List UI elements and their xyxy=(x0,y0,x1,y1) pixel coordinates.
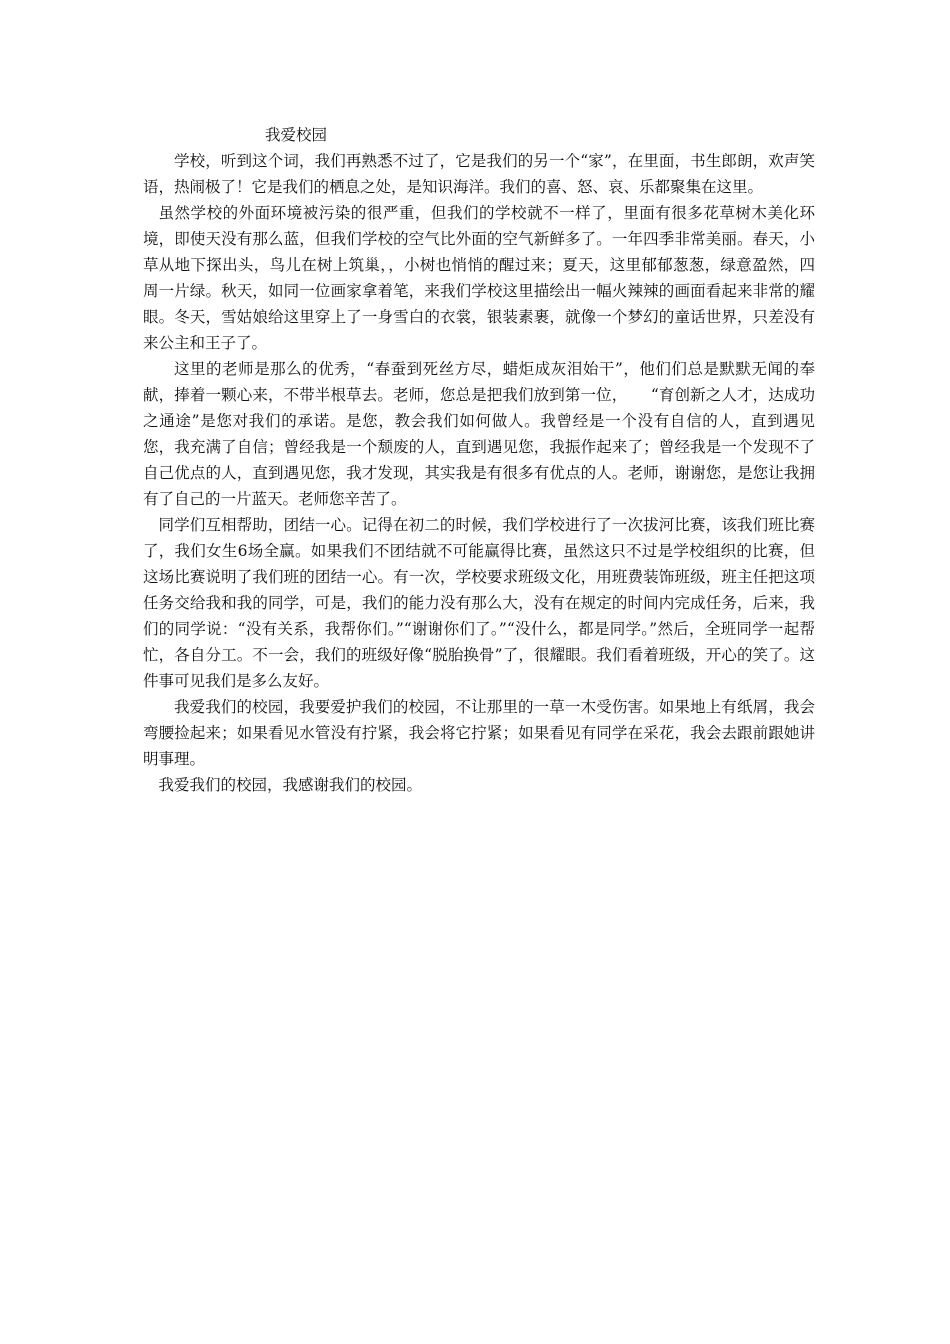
paragraph-teachers: 这里的老师是那么的优秀，“春蚕到死丝方尽，蜡炬成灰泪始干”，他们们总是默默无闻的奉献，捧着一颗心来，不带半根草去。老师，您总是把我们放到第一位， “育创新之人才，达成功之通途”是您对我们的承诺。是您，教会我们如何做人。我曾经是一个没有自信的人，直到遇见您，我充满了自信；曾经我是一个颓废的人，直到遇见您，我振作起来了；曾经我是一个发现不了自己优点的人，直到遇见您，我才发现，其实我是有很多有优点的人。老师，谢谢您，是您让我拥有了自己的一片蓝天。老师您辛苦了。 xyxy=(143,360,815,508)
paragraph-environment: 虽然学校的外面环境被污染的很严重，但我们的学校就不一样了，里面有很多花草树木美化环境，即使天没有那么蓝，但我们学校的空气比外面的空气新鲜多了。一年四季非常美丽。春天，小草从地下探出头，鸟儿在树上筑巢，，小树也悄悄的醒过来；夏天，这里郁郁葱葱，绿意盈然，四周一片绿。秋天，如同一位画家拿着笔，来我们学校这里描绘出一幅火辣辣的画面看起来非常的耀眼。冬天，雪姑娘给这里穿上了一身雪白的衣裳，银装素裹，就像一个梦幻的童话世界，只差没有来公主和王子了。 xyxy=(143,204,815,352)
document-title: 我爱校园 xyxy=(265,126,328,144)
document-body xyxy=(143,122,815,798)
paragraph-classmates: 同学们互相帮助，团结一心。记得在初二的时候，我们学校进行了一次拔河比赛，该我们班比赛了，我们女生6场全赢。如果我们不团结就不可能赢得比赛，虽然这只不过是学校组织的比赛，但这场比赛说明了我们班的团结一心。有一次，学校要求班级文化，用班费装饰班级，班主任把这项任务交给我和我的同学，可是，我们的能力没有那么大，没有在规定的时间内完成任务，后来，我们的同学说：“没有关系，我帮你们。”“谢谢你们了。”“没什么，都是同学。”然后，全班同学一起帮忙，各自分工。不一会，我们的班级好像“脱胎换骨”了，很耀眼。我们看着班级，开心的笑了。这件事可见我们是多么友好。 xyxy=(143,516,815,690)
paragraph-intro: 学校，听到这个词，我们再熟悉不过了，它是我们的另一个“家”，在里面，书生郎朗，欢声笑语，热闹极了！它是我们的栖息之处，是知识海洋。我们的喜、怒、哀、乐都聚集在这里。 xyxy=(143,152,815,196)
paragraph-protect-campus: 我爱我们的校园，我要爱护我们的校园，不让那里的一草一木受伤害。如果地上有纸屑，我会弯腰捡起来；如果看见水管没有拧紧，我会将它拧紧；如果看见有同学在采花，我会去跟前跟她讲明事理。 xyxy=(143,698,815,768)
paragraph-closing: 我爱我们的校园，我感谢我们的校园。 xyxy=(158,776,423,794)
